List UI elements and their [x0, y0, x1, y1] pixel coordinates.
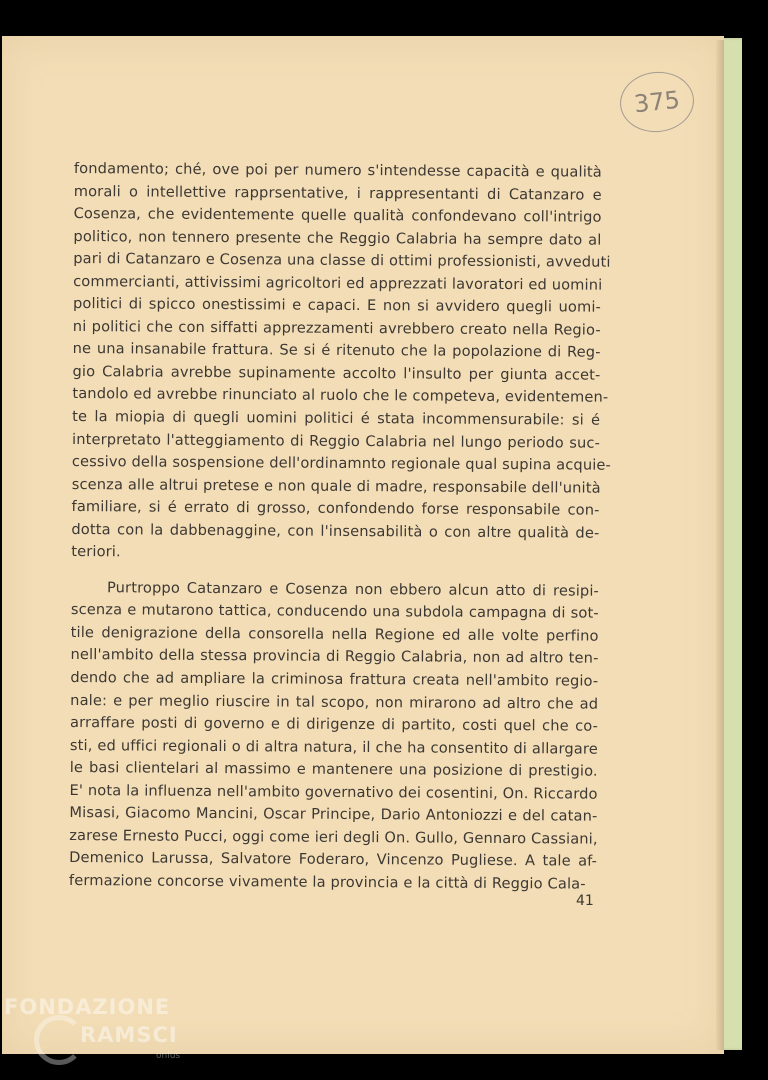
- text-line: dotta con la dabbenaggine, con l'insensabilità o con altre qualità de-: [71, 520, 600, 542]
- text-line: te la miopia di quegli uomini politici é stata incommensurabile: si é: [72, 408, 601, 429]
- text-line: arraffare posti di governo e di dirigenze di partito, costi quel che co-: [69, 714, 599, 735]
- text-line: cessivo della sospensione dell'ordinamnto regionale qual supina acquie-: [71, 453, 612, 474]
- text-line: Cosenza, che evidentemente quelle qualità confondevano coll'intrigo: [73, 205, 602, 226]
- watermark-line-1: FONDAZIONE: [4, 995, 171, 1019]
- text-line: E' nota la influenza nell'ambito governativo dei cosentini, On. Riccardo: [69, 781, 598, 803]
- text-line: sti, ed uffici regionali o di altra natura, il che ha consentito di allargare: [69, 736, 598, 758]
- text-line: le basi clientelari al massimo e mantenere una posizione di prestigio.: [69, 759, 598, 780]
- text-line: scenza e mutarono tattica, conducendo una subdola campagna di sot-: [70, 601, 599, 623]
- document-body: [68, 158, 612, 896]
- text-line: Misasi, Giacomo Mancini, Oscar Principe, Dario Antoniozzi e del catan-: [69, 804, 598, 825]
- text-line: morali o intellettive rapprsentative, i rappresentanti di Catanzaro e: [73, 182, 602, 204]
- fondazione-gramsci-watermark: [4, 993, 204, 1073]
- page-edge: [716, 40, 724, 1050]
- page-number: 41: [576, 893, 594, 909]
- text-line: pari di Catanzaro e Cosenza una classe di ottimi professionisti, avveduti: [73, 250, 611, 271]
- text-line: tile denigrazione della consorella nella Regione ed alle volte perfino: [70, 623, 599, 645]
- text-line: gio Calabria avrebbe supinamente accolto l'insulto per giunta accet-: [72, 362, 601, 384]
- text-line: nale: e per meglio riuscire in tal scopo, non mirarono ad altro che ad: [70, 691, 599, 713]
- paragraph-1: [71, 158, 612, 568]
- g-logo-icon: [34, 1015, 84, 1065]
- text-line: familiare, si é errato di grosso, confondendo forse responsabile con-: [71, 498, 600, 519]
- watermark-onlus: onlus: [156, 1051, 181, 1061]
- text-line: fondamento; ché, ove poi per numero s'intendesse capacità e qualità: [73, 159, 602, 181]
- text-line: fermazione concorse vivamente la provincia e la città di Reggio Cala-: [68, 871, 586, 893]
- text-line: interpretato l'atteggiamento di Reggio Calabria nel lungo periodo suc-: [71, 430, 601, 452]
- text-line: politici di spicco onestissimi e capaci. E non si avvidero quegli uomi-: [72, 295, 602, 316]
- text-line: teriori.: [71, 543, 121, 561]
- text-line: ne una insanabile frattura. Se si é ritenuto che la popolazione di Reg-: [72, 340, 601, 362]
- text-line: ni politici che con siffatti apprezzamenti avrebbero creato nella Regio-: [72, 317, 601, 339]
- stamp-number: 375: [632, 85, 682, 119]
- text-line: Purtroppo Catanzaro e Cosenza non ebbero alcun atto di resipi-: [106, 579, 600, 600]
- text-line: scenza alle altrui pretese e non quale di madre, responsabile dell'unità: [71, 475, 601, 497]
- text-line: dendo che ad ampliare la criminosa frattura creata nell'ambito regio-: [70, 669, 599, 690]
- text-line: commercianti, attivissimi agricoltori ed apprezzati lavoratori ed uomini: [73, 272, 603, 294]
- text-line: tandolo ed avrebbe rinunciato al ruolo che le competeva, evidentemen-: [72, 385, 609, 407]
- text-line: Demenico Larussa, Salvatore Foderaro, Vincenzo Pugliese. A tale af-: [69, 849, 598, 871]
- text-line: zarese Ernesto Pucci, oggi come ieri degli On. Gullo, Gennaro Cassiani,: [69, 826, 598, 848]
- watermark-line-2: RAMSCI: [80, 1023, 178, 1047]
- paragraph-2: [69, 577, 599, 896]
- text-line: nell'ambito della stessa provincia di Reggio Calabria, non ad altro ten-: [70, 646, 599, 668]
- text-line: politico, non tennero presente che Reggio Calabria ha sempre dato al: [73, 227, 602, 249]
